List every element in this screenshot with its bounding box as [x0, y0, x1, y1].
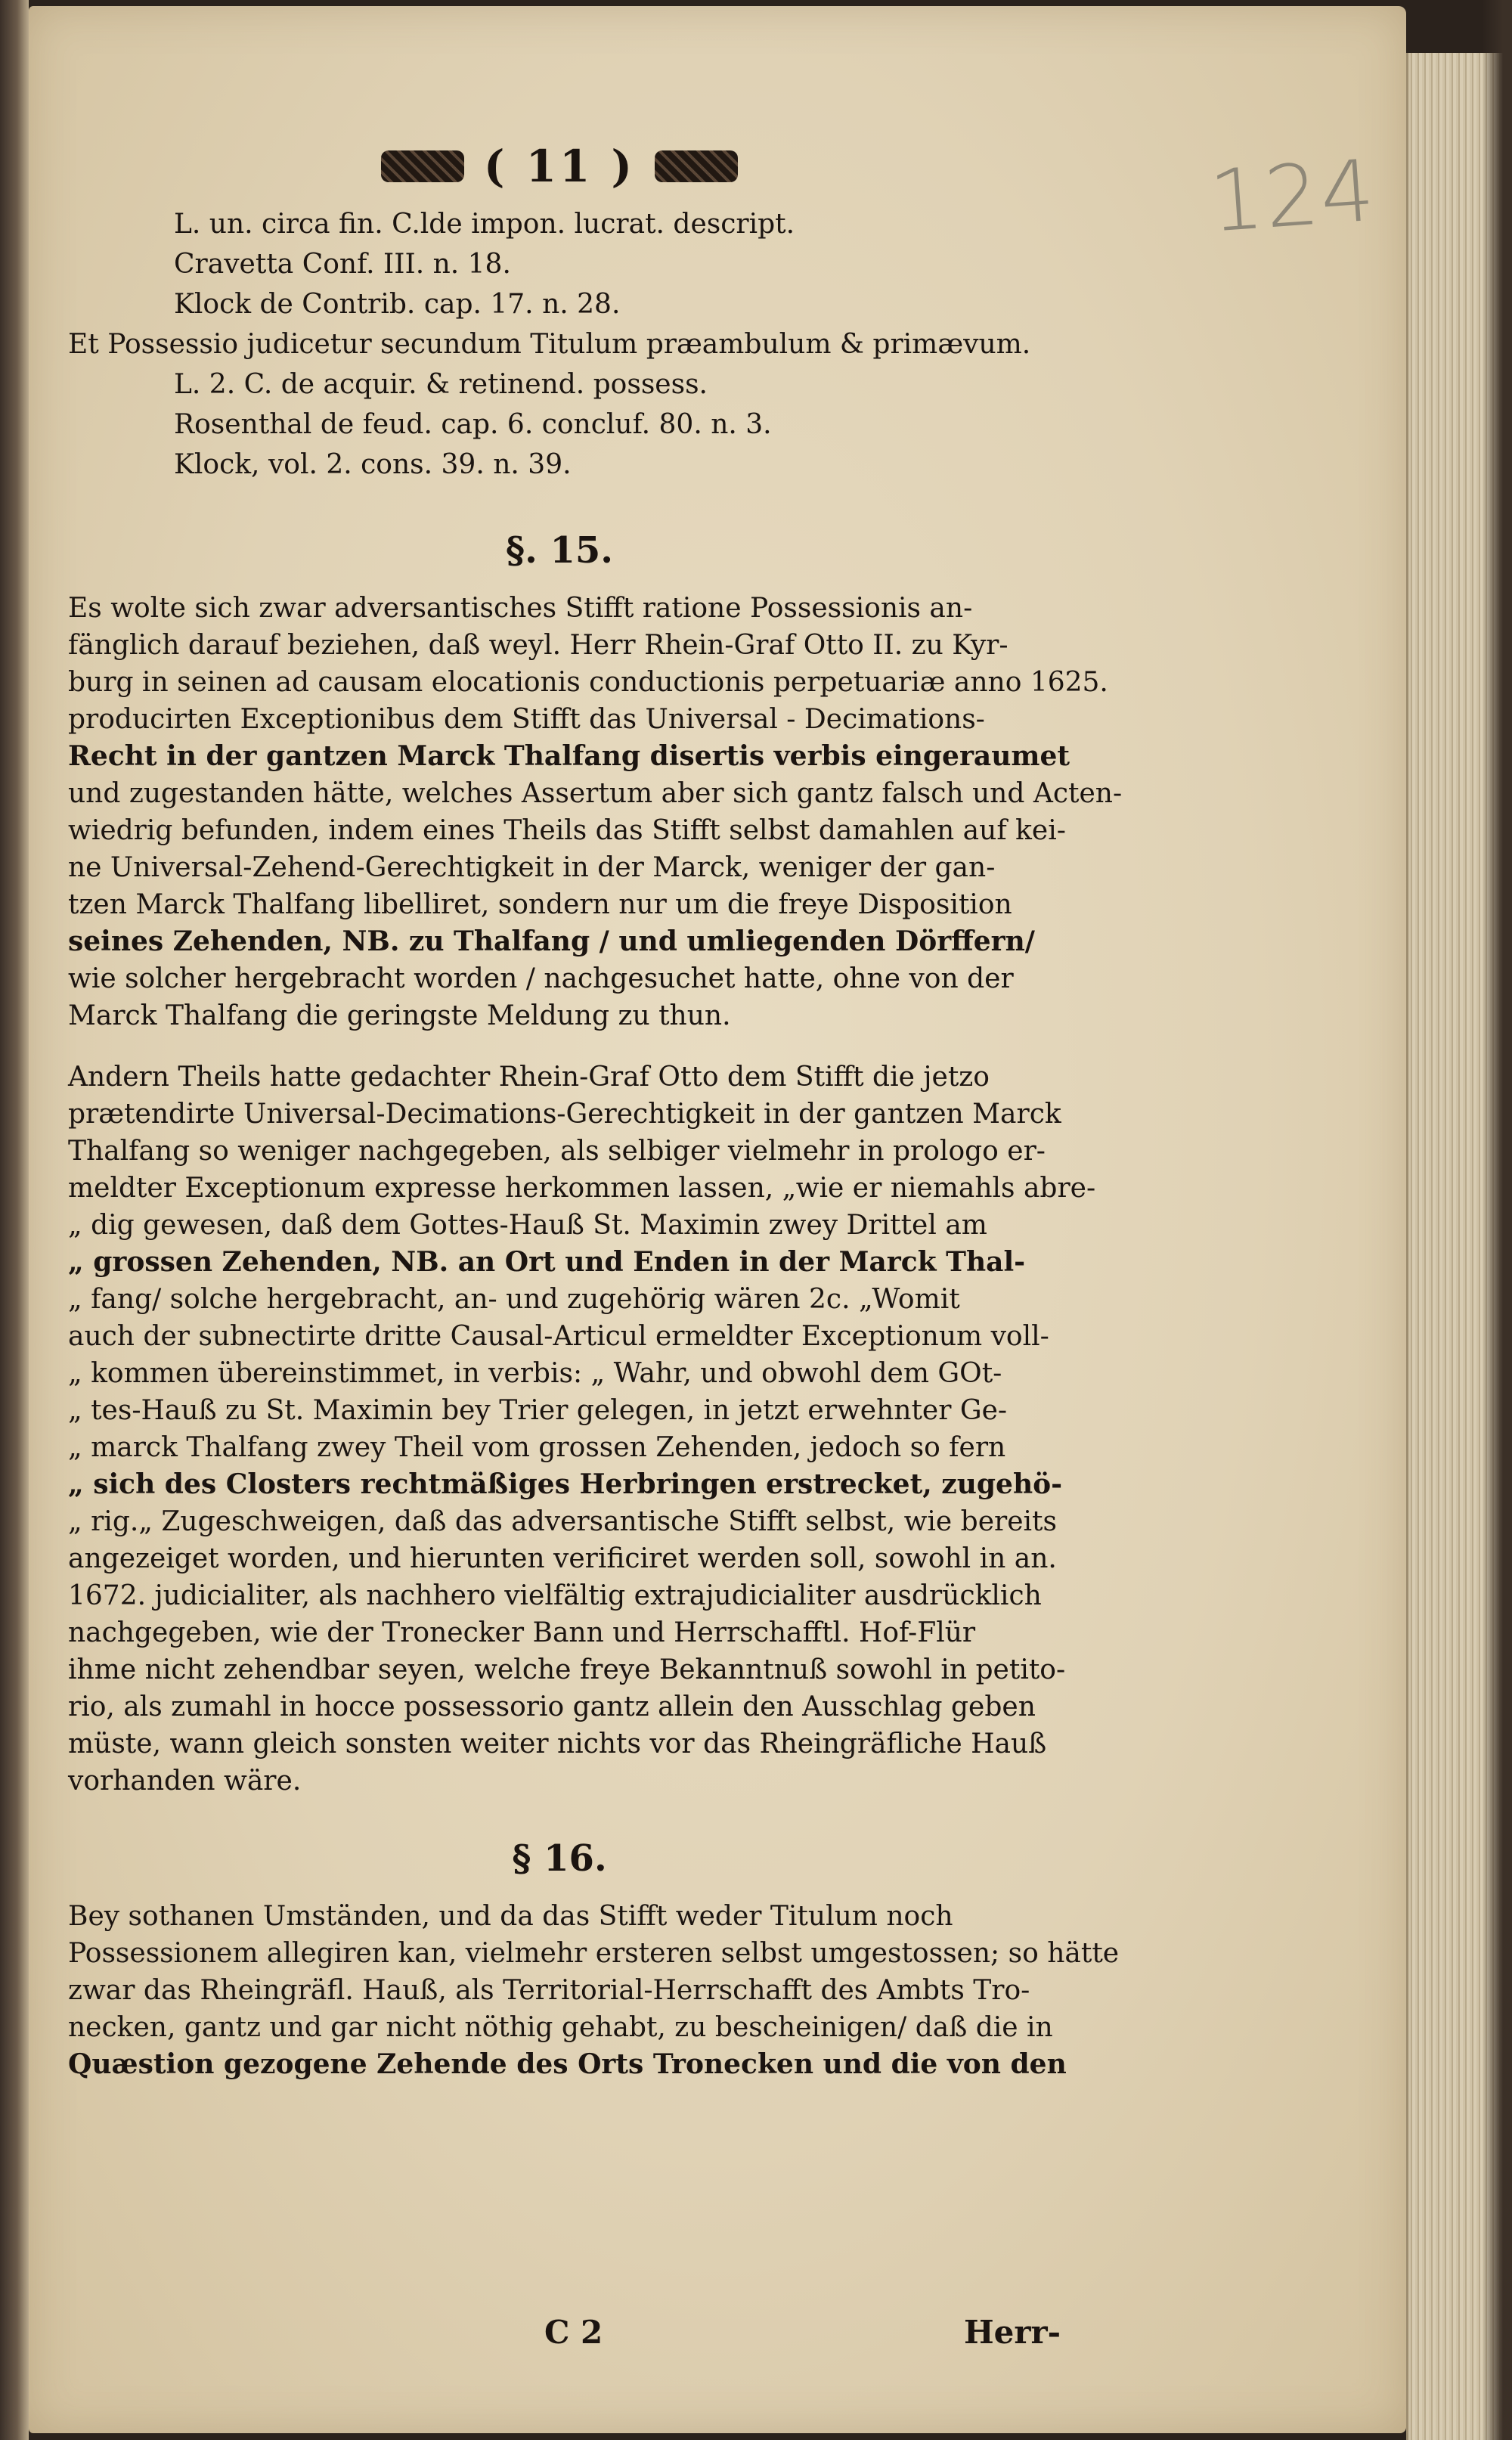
- binding-edge: [0, 0, 29, 2440]
- text-line: Recht in der gantzen Marck Thalfang disertis verbis eingeraumet: [68, 740, 1070, 772]
- text-line: wiedrig befunden, indem eines Theils das Stifft selbst damahlen auf kei-: [68, 815, 1066, 846]
- text-line: „ marck Thalfang zwey Theil vom grossen Zehenden, jedoch so fern: [68, 1432, 1006, 1463]
- text-line: „ grossen Zehenden, NB. an Ort und Enden in der Marck Thal-: [68, 1246, 1026, 1278]
- right-ornament-icon: [655, 150, 738, 182]
- text-line: müste, wann gleich sonsten weiter nichts vor das Rheingräfliche Hauß: [68, 1728, 1047, 1759]
- background-edge: [1482, 0, 1512, 2440]
- citation-line: Cravetta Conf. III. n. 18.: [174, 249, 511, 280]
- text-line: „ sich des Closters rechtmäßiges Herbringen erstrecket, zugehö-: [68, 1468, 1063, 1500]
- text-line: rio, als zumahl in hocce possessorio gantz allein den Ausschlag geben: [68, 1691, 1036, 1722]
- text-line: angezeiget worden, und hierunten verificiret werden soll, sowohl in an.: [68, 1543, 1057, 1574]
- running-head: [348, 136, 771, 197]
- text-line: vorhanden wäre.: [68, 1766, 302, 1797]
- text-line: und zugestanden hätte, welches Assertum aber sich gantz falsch und Acten-: [68, 778, 1123, 809]
- text-line: necken, gantz und gar nicht nöthig gehabt, zu bescheinigen/ daß die in: [68, 2012, 1053, 2043]
- citation-lead-sentence: Et Possessio judicetur secundum Titulum præambulum & primævum.: [68, 329, 1031, 360]
- text-line: burg in seinen ad causam elocationis conductionis perpetuariæ anno 1625.: [68, 667, 1108, 698]
- text-line: „ tes-Hauß zu St. Maximin bey Trier gelegen, in jetzt erwehnter Ge-: [68, 1395, 1008, 1426]
- citation-line: Klock de Contrib. cap. 17. n. 28.: [174, 289, 621, 320]
- section-heading-15: §. 15.: [505, 529, 614, 572]
- text-line: wie solcher hergebracht worden / nachgesuchet hatte, ohne von der: [68, 963, 1014, 994]
- section-heading-16: § 16.: [512, 1837, 607, 1880]
- text-line: producirten Exceptionibus dem Stifft das Universal - Decimations-: [68, 704, 985, 735]
- text-line: seines Zehenden, NB. zu Thalfang / und umliegenden Dörffern/: [68, 925, 1035, 957]
- citation-line: Klock, vol. 2. cons. 39. n. 39.: [174, 449, 572, 480]
- text-line: Thalfang so weniger nachgegeben, als selbiger vielmehr in prologo er-: [68, 1136, 1046, 1167]
- signature-mark: C 2: [544, 2314, 603, 2351]
- text-line: tzen Marck Thalfang libelliret, sondern nur um die freye Disposition: [68, 889, 1012, 920]
- citation-line: L. un. circa fin. C.lde impon. lucrat. descript.: [174, 209, 795, 240]
- paragraph-16-1: [68, 1898, 1120, 2083]
- citation-block: [68, 204, 1157, 485]
- text-line: zwar das Rheingräfl. Hauß, als Territorial-Herrschafft des Ambts Tro-: [68, 1975, 1030, 2006]
- text-line: auch der subnectirte dritte Causal-Articul ermeldter Exceptionum voll-: [68, 1321, 1049, 1352]
- text-line: Quæstion gezogene Zehende des Orts Tronecken und die von den: [68, 2048, 1067, 2080]
- citation-line: L. 2. C. de acquir. & retinend. possess.: [174, 369, 708, 400]
- text-line: Andern Theils hatte gedachter Rhein-Graf Otto dem Stifft die jetzo: [68, 1062, 990, 1093]
- text-line: prætendirte Universal-Decimations-Gerechtigkeit in der gantzen Marck: [68, 1099, 1061, 1130]
- text-line: ihme nicht zehendbar seyen, welche freye Bekanntnuß sowohl in petito-: [68, 1654, 1066, 1685]
- text-line: „ dig gewesen, daß dem Gottes-Hauß St. Maximin zwey Drittel am: [68, 1210, 987, 1241]
- catchword: Herr-: [964, 2314, 1061, 2351]
- text-line: Bey sothanen Umständen, und da das Stifft weder Titulum noch: [68, 1901, 953, 1932]
- text-line: Es wolte sich zwar adversantisches Stifft ratione Possessionis an-: [68, 593, 973, 624]
- text-line: Marck Thalfang die geringste Meldung zu thun.: [68, 1000, 731, 1031]
- text-line: „ kommen übereinstimmet, in verbis: „ Wahr, und obwohl dem GOt-: [68, 1358, 1002, 1389]
- text-line: nachgegeben, wie der Tronecker Bann und Herrschafftl. Hof-Flür: [68, 1617, 976, 1648]
- citation-line: Rosenthal de feud. cap. 6. concluf. 80. n. 3.: [174, 409, 772, 440]
- text-line: meldter Exceptionum expresse herkommen lassen, „wie er niemahls abre-: [68, 1173, 1096, 1204]
- page-number: ( 11 ): [484, 141, 635, 192]
- text-line: „ rig.„ Zugeschweigen, daß das adversantische Stifft selbst, wie bereits: [68, 1506, 1057, 1537]
- paragraph-15-1: [68, 590, 1123, 1034]
- text-line: 1672. judicialiter, als nachhero vielfältig extrajudicialiter ausdrücklich: [68, 1580, 1042, 1611]
- text-line: ne Universal-Zehend-Gerechtigkeit in der Marck, weniger der gan-: [68, 852, 996, 883]
- left-ornament-icon: [381, 150, 464, 182]
- pencil-folio-number: 124: [1206, 141, 1380, 252]
- paragraph-15-2: [68, 1059, 1096, 1800]
- text-line: Possessionem allegiren kan, vielmehr ersteren selbst umgestossen; so hätte: [68, 1938, 1120, 1969]
- text-line: fänglich darauf beziehen, daß weyl. Herr Rhein-Graf Otto II. zu Kyr-: [68, 630, 1009, 661]
- text-line: „ fang/ solche hergebracht, an- und zugehörig wären 2c. „Womit: [68, 1284, 960, 1315]
